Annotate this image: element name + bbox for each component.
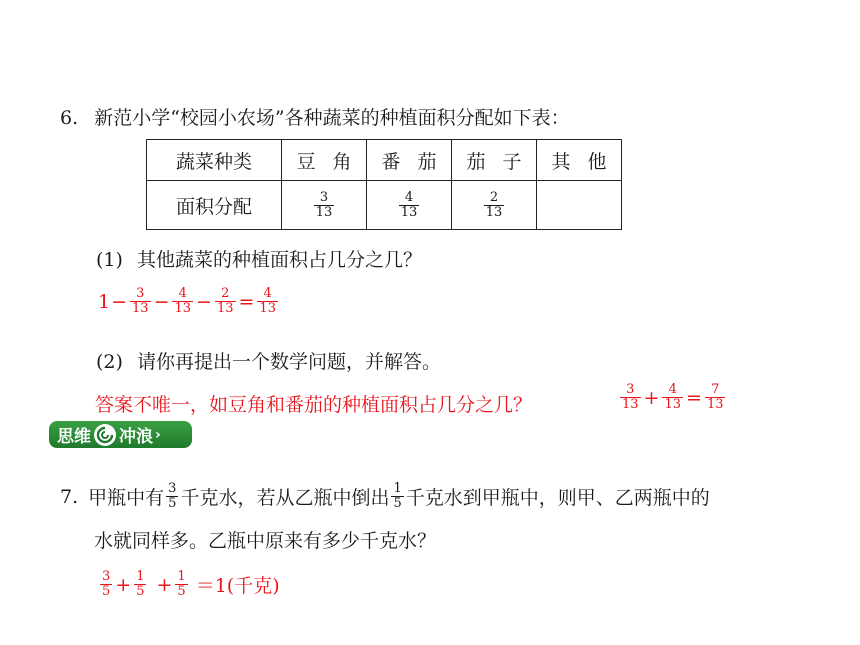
answer-expression-7 <box>98 570 280 599</box>
sub-question-2 <box>96 347 441 374</box>
question-text: 新范小学“校园小农场”各种蔬菜的种植面积分配如下表： <box>94 107 570 129</box>
question-fraction: $\frac{1}{5}$ <box>393 481 402 511</box>
operator: + <box>156 573 173 596</box>
operator: = <box>686 386 702 409</box>
sub-question-label: (1) <box>96 249 123 271</box>
question-6 <box>60 103 570 130</box>
sub-question-text: 请你再提出一个数学问题，并解答。 <box>136 351 441 373</box>
operator: − <box>153 290 170 313</box>
operator: + <box>643 386 660 409</box>
question-number: 7. <box>60 485 79 508</box>
table-row-label: 面积分配 <box>147 181 282 230</box>
table-cell-fraction: $\frac{4}{13}$ <box>367 181 452 230</box>
table-cell-fraction: $\frac{3}{13}$ <box>282 181 367 230</box>
answer-expression-2 <box>618 383 727 412</box>
question-fraction: $\frac{3}{5}$ <box>168 481 177 511</box>
answer-fraction: $\frac{1}{5}$ <box>136 569 145 599</box>
question-number: 6. <box>60 107 79 129</box>
table-header-cell: 茄子 <box>452 140 537 181</box>
answer-fraction: $\frac{3}{13}$ <box>132 286 149 316</box>
answer-fraction: $\frac{4}{13}$ <box>664 382 682 412</box>
sub-question-label: (2) <box>96 351 123 373</box>
table-row <box>147 181 622 230</box>
operator: − <box>196 290 212 313</box>
answer-result: ＝1(千克) <box>195 575 280 597</box>
operator: + <box>115 573 132 596</box>
table-header-cell: 豆角 <box>282 140 367 181</box>
answer-fraction: $\frac{7}{13}$ <box>706 382 724 412</box>
section-badge <box>49 421 192 448</box>
answer-fraction: $\frac{4}{13}$ <box>174 286 192 316</box>
answer-fraction: $\frac{4}{13}$ <box>259 286 276 316</box>
question-text: 千克水，若从乙瓶中倒出 <box>180 487 390 509</box>
question-text: 千克水到甲瓶中，则甲、乙两瓶中的 <box>405 487 710 509</box>
answer-expression-1 <box>98 287 280 316</box>
question-7-line-2: 水就同样多。乙瓶中原来有多少千克水？ <box>94 530 437 552</box>
operator: − <box>111 290 128 313</box>
answer-fraction: $\frac{1}{5}$ <box>177 569 186 599</box>
table-header-cell: 其他 <box>537 140 622 181</box>
operator: = <box>238 290 255 313</box>
answer-fraction: $\frac{2}{13}$ <box>216 286 234 316</box>
badge-label-left: 思维 <box>57 427 91 447</box>
badge-label-right: 冲浪 <box>119 427 153 447</box>
answer-text-2: 答案不唯一，如豆角和番茄的种植面积占几分之几？ <box>95 394 533 416</box>
table-cell-fraction: $\frac{2}{13}$ <box>452 181 537 230</box>
table-header-row <box>147 140 622 181</box>
table-cell-empty <box>537 181 622 230</box>
vegetable-area-table <box>146 139 622 230</box>
answer-fraction: $\frac{3}{5}$ <box>102 569 111 599</box>
table-header-cell: 番茄 <box>367 140 452 181</box>
sub-question-1 <box>96 245 422 272</box>
answer-fraction: $\frac{3}{13}$ <box>622 382 639 412</box>
sub-question-text: 其他蔬菜的种植面积占几分之几？ <box>136 249 422 271</box>
answer-lead: 1 <box>98 290 111 313</box>
question-text: 甲瓶中有 <box>88 487 165 509</box>
chevron-right-icon: › <box>155 426 161 443</box>
question-7 <box>60 482 710 511</box>
swirl-icon <box>94 424 116 446</box>
table-header-cell: 蔬菜种类 <box>147 140 282 181</box>
